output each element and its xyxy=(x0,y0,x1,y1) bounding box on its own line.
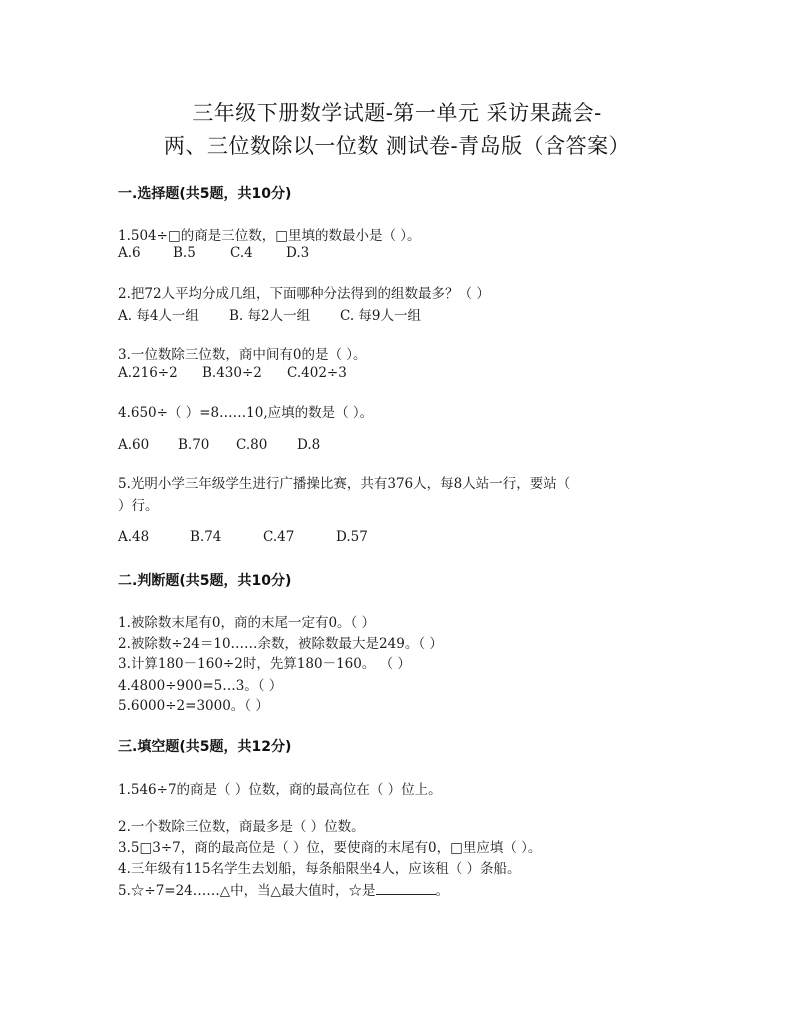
option: D.8 xyxy=(297,437,321,453)
judgement-item: 2.被除数÷24＝10……余数，被除数最大是249。（ ） xyxy=(118,636,443,652)
question-2-text: 2.把72人平均分成几组，下面哪种分法得到的组数最多？（ ） xyxy=(118,286,490,302)
question-5-text-line-2: ）行。 xyxy=(118,498,159,514)
option: A.216÷2 xyxy=(118,365,178,381)
fill-item: 3.5□3÷7，商的最高位是（ ）位，要使商的末尾有0，□里应填（ ）。 xyxy=(118,840,542,856)
judgement-item: 1.被除数末尾有0，商的末尾一定有0。（ ） xyxy=(118,615,376,631)
fill-item-5-prefix: 5.☆÷7=24……△中，当△最大值时，☆是 xyxy=(118,883,376,899)
judgement-item: 5.6000÷2=3000。（ ） xyxy=(118,698,269,714)
page-title-line-1: 三年级下册数学试题-第一单元 采访果蔬会- xyxy=(192,101,602,125)
option: C.80 xyxy=(236,437,268,453)
fill-item-5 xyxy=(118,879,449,899)
question-4-options xyxy=(118,437,320,453)
option: D.57 xyxy=(336,529,368,545)
question-1-options xyxy=(118,245,309,261)
question-3-text: 3.一位数除三位数，商中间有0的是（ ）。 xyxy=(118,347,367,363)
question-1-text: 1.504÷□的商是三位数，□里填的数最小是（ ）。 xyxy=(118,228,421,244)
section-heading-true-false: 二.判断题(共5题，共10分) xyxy=(118,573,292,589)
judgement-item: 4.4800÷900=5…3。（ ） xyxy=(118,678,283,694)
option: B.74 xyxy=(190,529,222,545)
option: A.60 xyxy=(118,437,150,453)
question-5-options xyxy=(118,529,368,545)
option: C. 每9人一组 xyxy=(340,308,422,324)
option: D.3 xyxy=(286,245,310,261)
option: C.402÷3 xyxy=(287,365,347,381)
question-2-options xyxy=(118,304,421,324)
option: B.5 xyxy=(173,245,196,261)
fill-item-5-suffix: 。 xyxy=(435,883,450,899)
judgement-item: 3.计算180－160÷2时，先算180－160。 （ ） xyxy=(118,656,411,672)
option: C.4 xyxy=(230,245,253,261)
question-3-options xyxy=(118,365,347,381)
question-5-text-line-1: 5.光明小学三年级学生进行广播操比赛，共有376人，每8人站一行，要站（ xyxy=(118,476,571,492)
option: B. 每2人一组 xyxy=(229,308,311,324)
option: C.47 xyxy=(263,529,295,545)
answer-blank[interactable] xyxy=(376,882,436,895)
option: A. 每4人一组 xyxy=(118,308,199,324)
fill-item: 2.一个数除三位数，商最多是（ ）位数。 xyxy=(118,819,365,835)
option: B.430÷2 xyxy=(202,365,262,381)
section-heading-multiple-choice: 一.选择题(共5题，共10分) xyxy=(118,186,292,202)
page-title-line-2: 两、三位数除以一位数 测试卷-青岛版（含答案） xyxy=(163,134,631,158)
fill-item: 4.三年级有115名学生去划船，每条船限坐4人，应该租（ ）条船。 xyxy=(118,861,521,877)
option: A.6 xyxy=(118,245,141,261)
option: B.70 xyxy=(178,437,210,453)
section-heading-fill-in: 三.填空题(共5题，共12分) xyxy=(118,739,292,755)
question-4-text: 4.650÷（ ）=8……10,应填的数是（ ）。 xyxy=(118,405,374,421)
fill-item: 1.546÷7的商是（ ）位数，商的最高位在（ ）位上。 xyxy=(118,782,442,798)
option: A.48 xyxy=(118,529,150,545)
